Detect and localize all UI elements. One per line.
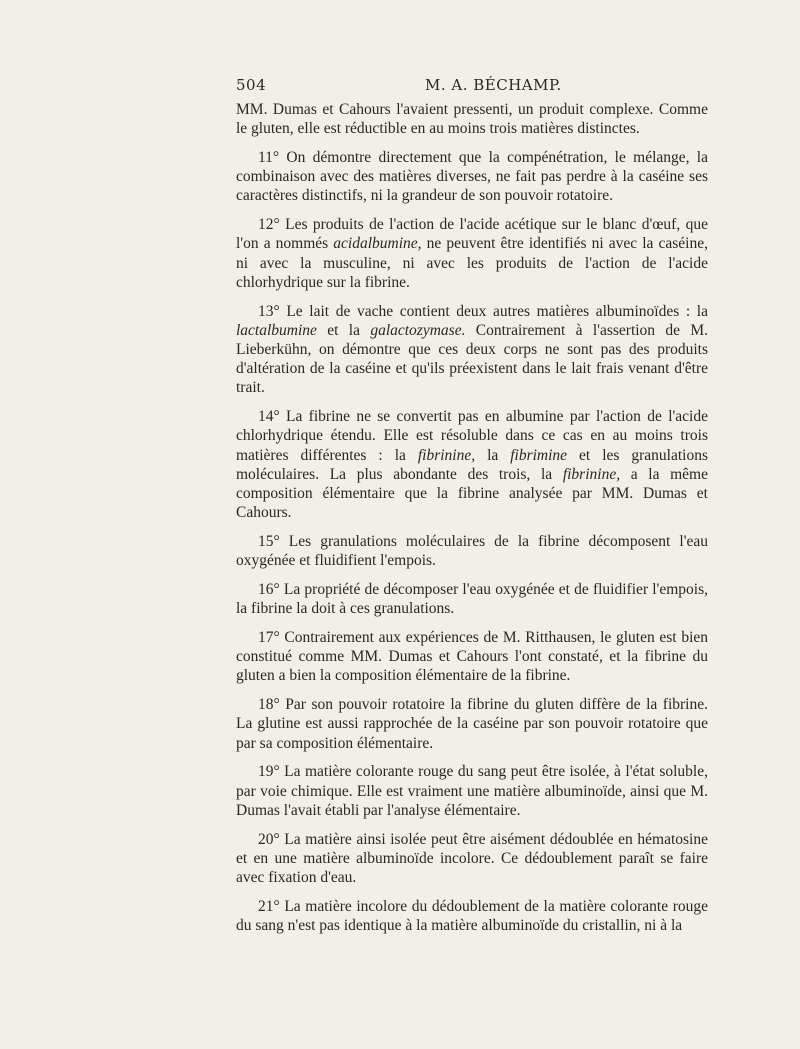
page-header	[236, 76, 706, 96]
paragraph-item-11: 11° On démontre directement que la compénétration, le mélange, la combinaison avec des matières diverses, ne fait pas perdre à la caséine ses caractères distinctifs, ni la grandeur de son pouvoir rotatoire.	[236, 149, 708, 205]
paragraph-item-17: 17° Contrairement aux expériences de M. Ritthausen, le gluten est bien constitué comme MM. Dumas et Cahours l'ont constaté, et la fibrine du gluten a bien la composition élémentaire de la fibrine.	[236, 629, 708, 685]
italic-term: galactozymase.	[370, 321, 466, 339]
paragraph-item-19: 19° La matière colorante rouge du sang peut être isolée, à l'état soluble, par voie chimique. Elle est vraiment une matière albuminoïde, ainsi que M. Dumas l'avait établi par l'analyse élémentaire.	[236, 763, 708, 819]
text-run: et les granulations moléculaires. La plus abondante des trois, la	[236, 446, 709, 483]
running-head: M. A. BÉCHAMP.	[425, 76, 562, 94]
text-run: 14° La fibrine ne se convertit pas en albumine par l'action de l'acide chlorhydrique étendu. Elle est résoluble dans ce cas en au moins trois matières différentes : la	[236, 408, 708, 464]
paragraph-item-20: 20° La matière ainsi isolée peut être aisément dédoublée en hématosine et en une matière albuminoïde incolore. Ce dédoublement paraît se faire avec fixation d'eau.	[236, 830, 708, 887]
paragraph-item-14	[236, 407, 708, 522]
body-text	[236, 100, 708, 945]
text-run: et la	[316, 321, 371, 339]
paragraph-item-15: 15° Les granulations moléculaires de la fibrine décomposent l'eau oxygénée et fluidifient l'empois.	[236, 533, 708, 570]
paragraph-item-21: 21° La matière incolore du dédoublement de la matière colorante rouge du sang n'est pas identique à la matière albuminoïde du cristallin, ni à la	[236, 897, 708, 935]
paragraph-item-18: 18° Par son pouvoir rotatoire la fibrine du gluten diffère de la fibrine. La glutine est aussi rapprochée de la caséine par son pouvoir rotatoire que par sa composition élémentaire.	[236, 696, 708, 752]
text-run: a la même composition élémentaire que la fibrine analysée par MM. Dumas et Cahours.	[236, 465, 708, 522]
paragraph-item-12	[236, 215, 708, 292]
italic-term: fibrimine	[510, 446, 568, 464]
italic-term: lactalbumine	[236, 321, 317, 339]
italic-term: fibrinine,	[562, 465, 621, 483]
text-run: ne peuvent être identifiés ni avec la caséine, ni avec la musculine, ni avec les produits de l'action de l'acide chlorhydrique sur la fibrine.	[236, 235, 708, 291]
italic-term: fibrinine,	[417, 446, 476, 464]
page-number: 504	[236, 76, 267, 94]
paragraph-item-16: 16° La propriété de décomposer l'eau oxygénée et de fluidifier l'empois, la fibrine la doit à ces granulations.	[236, 581, 708, 618]
paragraph-continuation: MM. Dumas et Cahours l'avaient pressenti, un produit complexe. Comme le gluten, elle est réductible en au moins trois matières distinctes.	[236, 101, 708, 138]
text-run: 12° Les produits de l'action de l'acide acétique sur le blanc d'œuf, que l'on a nommés	[236, 216, 708, 253]
text-run: la	[475, 446, 511, 464]
italic-term: acidalbumine,	[333, 235, 422, 253]
text-run: 13° Le lait de vache contient deux autres matières albuminoïdes : la	[258, 302, 708, 320]
paragraph-item-13	[236, 302, 708, 398]
text-run: Contrairement à l'assertion de M. Lieberkühn, on démontre que ces deux corps ne sont pas des produits d'altération de la caséine et qu'ils préexistent dans le lait frais venant d'être trait.	[236, 321, 709, 397]
